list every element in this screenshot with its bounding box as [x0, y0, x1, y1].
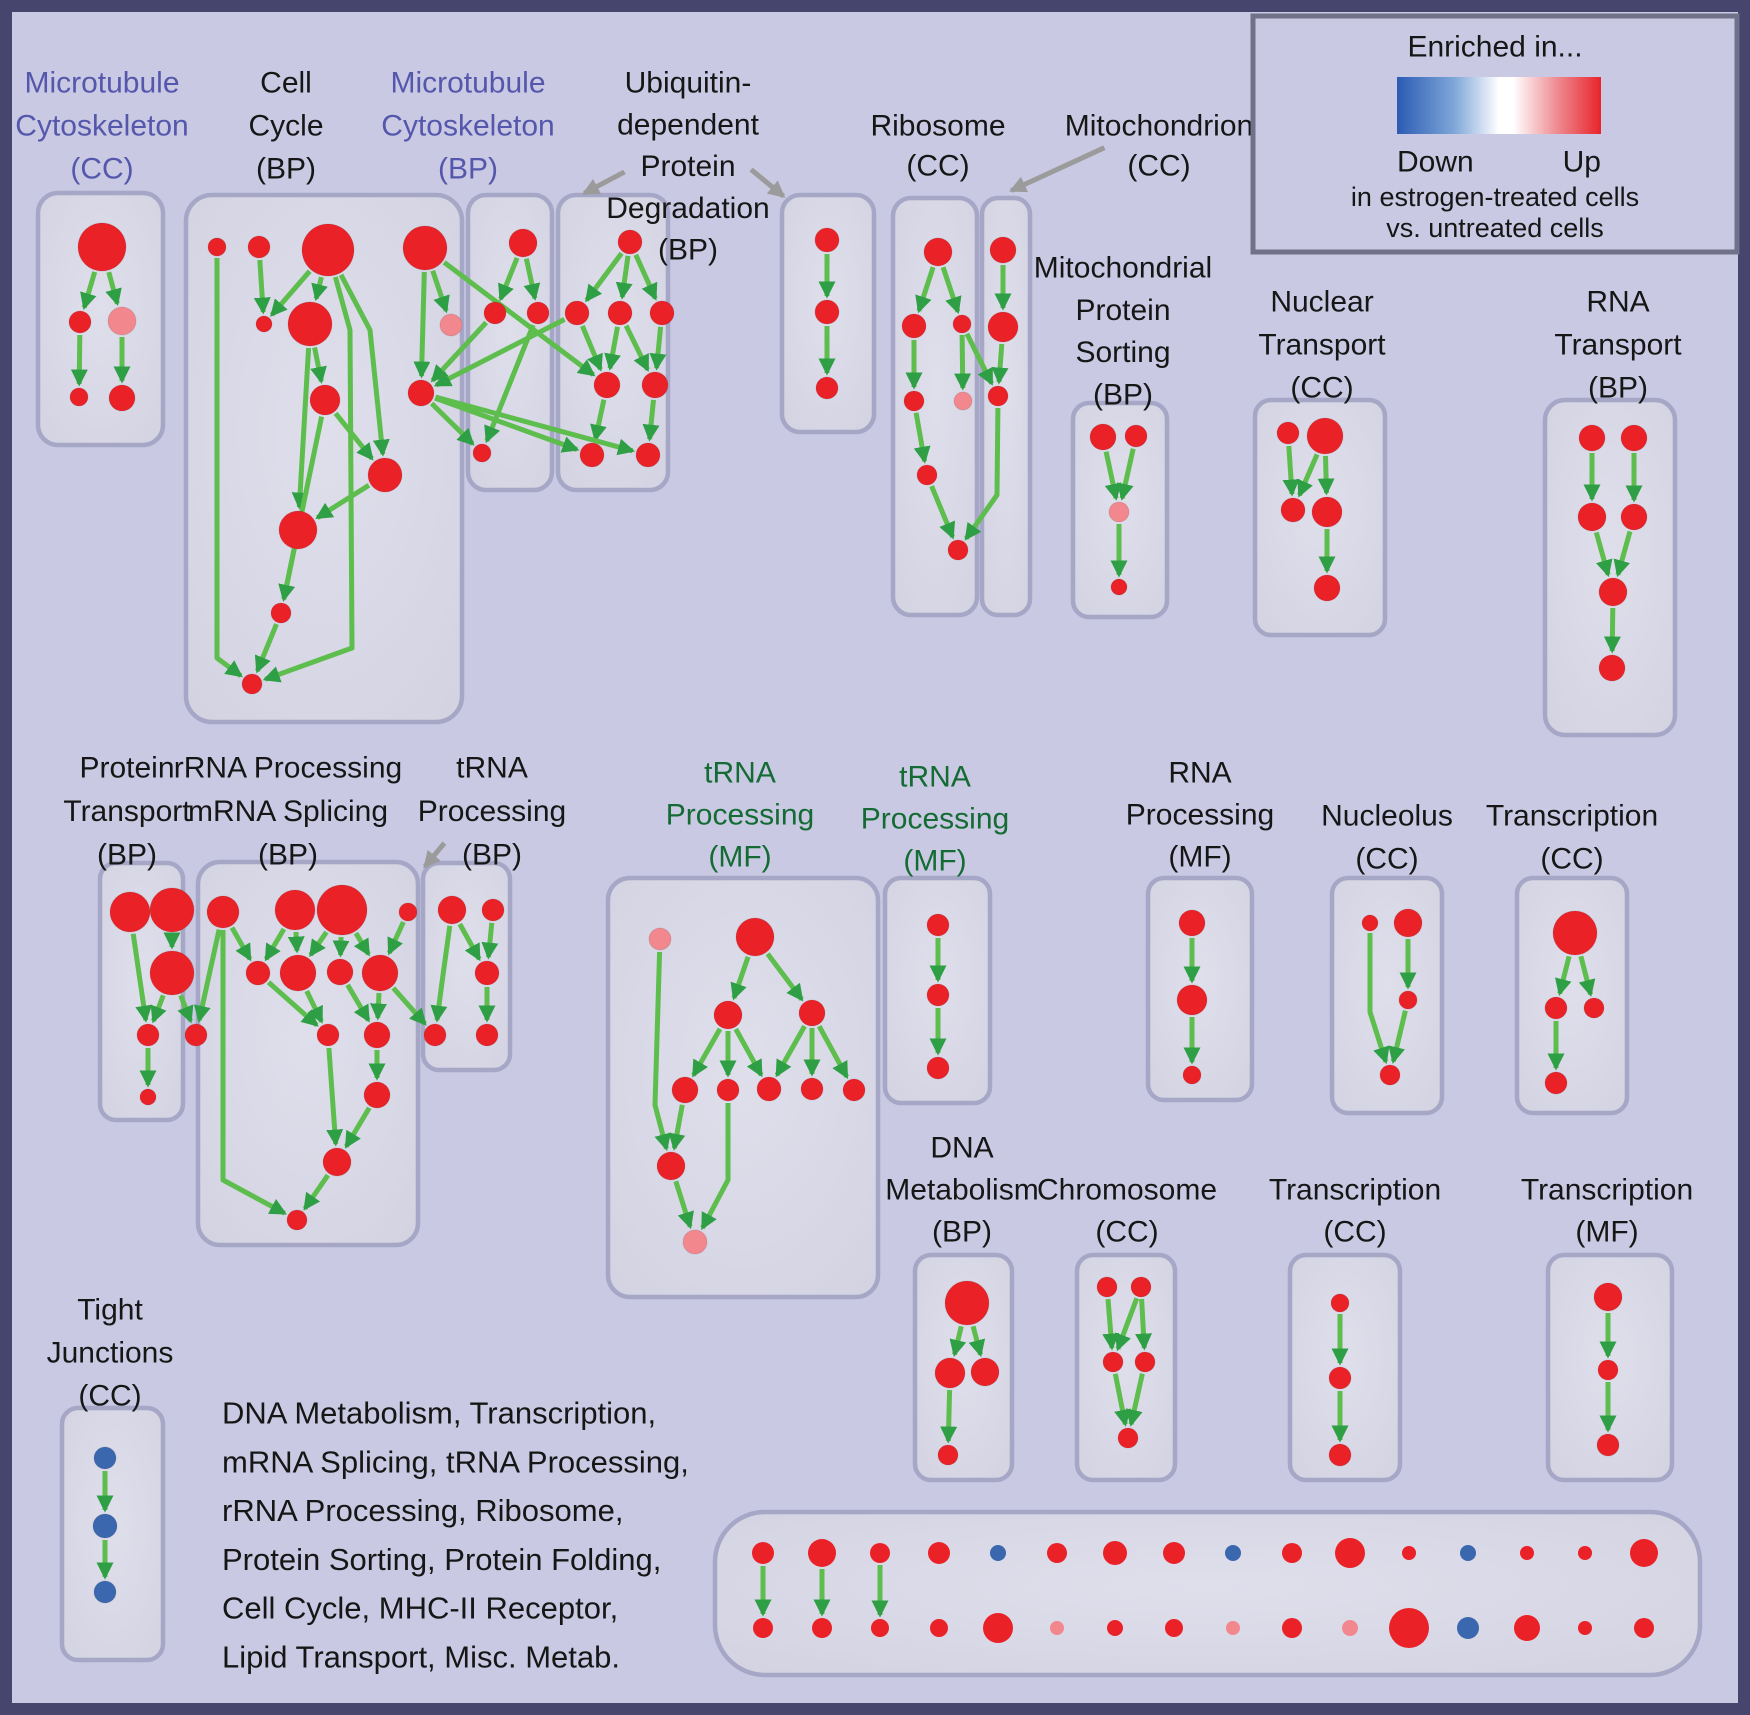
go-term-node — [642, 372, 668, 398]
go-term-node — [1399, 991, 1417, 1009]
go-term-node — [917, 465, 937, 485]
cluster-label: (BP) — [258, 838, 318, 872]
cluster-box-rna-transport-bp — [1545, 400, 1675, 735]
go-term-node — [1598, 1360, 1618, 1380]
go-term-node — [140, 1089, 156, 1105]
go-term-node — [870, 1543, 890, 1563]
go-term-node — [1107, 1620, 1123, 1636]
go-term-node — [1165, 1619, 1183, 1637]
legend-down-label: Down — [1397, 145, 1474, 179]
go-term-node — [440, 314, 462, 336]
go-term-node — [799, 1000, 825, 1026]
cluster-box-misc-strip — [715, 1512, 1700, 1675]
go-term-node — [94, 1447, 116, 1469]
go-term-node — [1342, 1620, 1358, 1636]
go-term-node — [482, 899, 504, 921]
go-term-node — [327, 959, 353, 985]
go-term-node — [69, 311, 91, 333]
cluster-label: Degradation — [606, 191, 770, 225]
cluster-label: Protein — [79, 751, 175, 785]
cluster-label: Protein — [640, 150, 736, 184]
go-term-node — [1282, 1543, 1302, 1563]
go-term-node — [279, 511, 317, 549]
annotation-text-line: Lipid Transport, Misc. Metab. — [222, 1639, 620, 1675]
go-term-node — [757, 1077, 781, 1101]
annotation-text-line: DNA Metabolism, Transcription, — [222, 1395, 657, 1431]
go-term-node — [1097, 1277, 1117, 1297]
go-term-node — [256, 316, 272, 332]
cluster-label: (BP) — [658, 233, 718, 267]
go-term-node — [1457, 1617, 1479, 1639]
go-term-node — [815, 300, 839, 324]
go-term-node — [108, 307, 136, 335]
cluster-label: (BP) — [1588, 371, 1648, 405]
legend-title: Enriched in... — [1407, 30, 1583, 64]
go-term-node — [110, 892, 150, 932]
cluster-label: (CC) — [1127, 149, 1191, 183]
edge-arrow — [999, 344, 1002, 382]
cluster-label: Mitochondrion — [1064, 109, 1254, 143]
cluster-label: (CC) — [70, 152, 134, 186]
cluster-label: Nuclear — [1270, 285, 1374, 319]
go-term-node — [618, 230, 642, 254]
go-term-node — [1118, 1428, 1138, 1448]
go-term-node — [928, 1542, 950, 1564]
go-term-node — [93, 1514, 117, 1538]
cluster-label: Cycle — [248, 109, 324, 143]
go-term-node — [1335, 1538, 1365, 1568]
go-term-node — [248, 236, 270, 258]
go-term-node — [801, 1078, 823, 1100]
cluster-label: Processing — [860, 802, 1010, 836]
go-term-node — [1597, 1434, 1619, 1456]
cluster-label: (CC) — [78, 1379, 142, 1413]
go-term-node — [1520, 1546, 1534, 1560]
cluster-label: Processing — [665, 798, 815, 832]
go-term-node — [208, 238, 226, 256]
cluster-label: Metabolism — [885, 1173, 1039, 1207]
go-term-node — [1277, 422, 1299, 444]
go-term-node — [1314, 575, 1340, 601]
go-term-node — [1103, 1541, 1127, 1565]
go-term-node — [1177, 985, 1207, 1015]
go-term-node — [246, 961, 270, 985]
go-term-node — [927, 984, 949, 1006]
cluster-label: Sorting — [1075, 336, 1171, 370]
cluster-label: Tight — [77, 1293, 143, 1327]
cluster-label: (CC) — [1095, 1215, 1159, 1249]
cluster-label: (MF) — [1168, 840, 1232, 874]
go-term-node — [904, 391, 924, 411]
go-term-node — [580, 443, 604, 467]
go-term-node — [1514, 1615, 1540, 1641]
edge-arrow — [378, 993, 379, 1018]
go-term-node — [815, 228, 839, 252]
go-term-node — [70, 388, 88, 406]
go-term-node — [808, 1539, 836, 1567]
go-term-node — [636, 443, 660, 467]
cluster-label: Transport — [1258, 328, 1386, 362]
go-term-node — [1125, 425, 1147, 447]
edge-arrow — [79, 335, 80, 384]
go-term-node — [207, 896, 239, 928]
go-term-node — [476, 1024, 498, 1046]
go-term-node — [1362, 915, 1378, 931]
edge-arrow — [341, 937, 342, 955]
legend-gradient-bar — [1397, 77, 1601, 134]
cluster-label: rRNA Processing — [173, 751, 403, 785]
go-term-node — [608, 301, 632, 325]
go-term-node — [649, 928, 671, 950]
go-term-node — [714, 1001, 742, 1029]
go-term-node — [484, 302, 506, 324]
go-term-node — [736, 918, 774, 956]
go-term-node — [527, 302, 549, 324]
go-term-node — [364, 1022, 390, 1048]
edge-arrow — [422, 272, 425, 376]
go-term-node — [988, 312, 1018, 342]
go-term-node — [930, 1619, 948, 1637]
cluster-label: Processing — [417, 795, 567, 828]
cluster-label: Transport — [1554, 328, 1682, 362]
cluster-label: Transcription — [1485, 799, 1659, 833]
legend-up-label: Up — [1562, 145, 1601, 179]
cluster-label: Chromosome — [1036, 1173, 1218, 1207]
go-term-node — [271, 603, 291, 623]
edge-arrow — [1326, 456, 1327, 493]
go-term-node — [1621, 425, 1647, 451]
go-term-node — [1307, 418, 1343, 454]
cluster-label: Cell — [260, 66, 312, 100]
go-term-node — [1331, 1294, 1349, 1312]
go-term-node — [475, 961, 499, 985]
go-term-node — [672, 1077, 698, 1103]
annotation-text-line: rRNA Processing, Ribosome, — [222, 1493, 624, 1529]
annotation-text-line: Cell Cycle, MHC-II Receptor, — [222, 1590, 619, 1626]
go-term-node — [990, 237, 1016, 263]
legend-subtitle-line1: in estrogen-treated cells — [1350, 182, 1640, 212]
cluster-label: Transport — [63, 795, 191, 828]
go-term-node — [408, 380, 434, 406]
go-term-node — [242, 674, 262, 694]
go-term-node — [1226, 1621, 1240, 1635]
go-term-node — [1545, 997, 1567, 1019]
go-term-node — [988, 386, 1008, 406]
legend — [1253, 16, 1737, 252]
cluster-label: (CC) — [906, 149, 970, 183]
edge-arrow — [1612, 608, 1613, 651]
go-term-node — [683, 1230, 707, 1254]
go-term-node — [983, 1613, 1013, 1643]
go-term-node — [927, 1057, 949, 1079]
go-term-node — [1599, 578, 1627, 606]
go-term-node — [843, 1079, 865, 1101]
edge-arrow — [1142, 1299, 1145, 1348]
cluster-label: (BP) — [438, 152, 498, 186]
go-term-node — [935, 1358, 965, 1388]
cluster-label: tRNA — [456, 751, 528, 785]
go-term-node — [1599, 655, 1625, 681]
go-term-node — [650, 301, 674, 325]
go-term-node — [288, 302, 332, 346]
cluster-label: Transcription — [1520, 1173, 1694, 1207]
go-term-node — [1179, 910, 1205, 936]
cluster-label: (BP) — [256, 152, 316, 186]
cluster-label: Cytoskeleton — [381, 109, 555, 143]
go-term-node — [1050, 1621, 1064, 1635]
cluster-label: dependent — [617, 108, 759, 142]
go-term-node — [938, 1445, 958, 1465]
go-term-node — [1225, 1545, 1241, 1561]
cluster-label: (CC) — [1540, 842, 1604, 876]
edge-arrow — [296, 932, 297, 951]
go-term-node — [1460, 1545, 1476, 1561]
go-term-node — [1111, 579, 1127, 595]
go-term-node — [1621, 504, 1647, 530]
go-term-node — [403, 226, 447, 270]
cluster-label: Junctions — [46, 1336, 174, 1370]
go-term-node — [816, 377, 838, 399]
go-term-node — [1047, 1543, 1067, 1563]
go-term-node — [1329, 1444, 1351, 1466]
go-term-node — [275, 890, 315, 930]
edge-arrow — [260, 260, 263, 312]
go-term-node — [1312, 497, 1342, 527]
go-term-node — [150, 888, 194, 932]
go-term-node — [902, 314, 926, 338]
go-term-node — [752, 1542, 774, 1564]
edge-arrow — [1289, 446, 1292, 494]
go-term-node — [1594, 1283, 1622, 1311]
go-term-node — [1380, 1065, 1400, 1085]
go-term-node — [565, 301, 589, 325]
go-term-node — [78, 223, 126, 271]
go-term-node — [317, 1024, 339, 1046]
cluster-label: tRNA — [899, 760, 971, 794]
go-term-node — [399, 903, 417, 921]
cluster-label: (BP) — [1093, 378, 1153, 412]
go-term-node — [287, 1210, 307, 1230]
go-term-node — [280, 955, 316, 991]
annotation-text-line: Protein Sorting, Protein Folding, — [222, 1541, 662, 1577]
go-term-node — [94, 1581, 116, 1603]
go-term-node — [509, 229, 537, 257]
go-term-node — [310, 385, 340, 415]
cluster-label: (MF) — [903, 844, 967, 878]
edge-arrow — [962, 335, 963, 388]
go-term-node — [1578, 1546, 1592, 1560]
cluster-label: tRNA — [704, 756, 776, 790]
cluster-label: Mitochondrial — [1033, 251, 1213, 285]
go-term-node — [812, 1618, 832, 1638]
cluster-label: Nucleolus — [1321, 799, 1453, 833]
go-term-node — [364, 1082, 390, 1108]
go-term-node — [473, 444, 491, 462]
go-term-node — [1579, 425, 1605, 451]
go-term-node — [368, 458, 402, 492]
go-term-node — [1584, 998, 1604, 1018]
cluster-label: (CC) — [1323, 1215, 1387, 1249]
go-term-node — [1402, 1546, 1416, 1560]
go-term-node — [1578, 503, 1606, 531]
cluster-label: (CC) — [1355, 842, 1419, 876]
go-term-node — [1103, 1352, 1123, 1372]
go-term-node — [594, 372, 620, 398]
go-term-node — [302, 224, 354, 276]
cluster-label: DNA — [930, 1131, 994, 1165]
go-term-node — [317, 885, 367, 935]
go-term-node — [109, 385, 135, 411]
go-term-node — [1329, 1367, 1351, 1389]
cluster-label: (MF) — [1575, 1215, 1639, 1249]
go-term-node — [871, 1619, 889, 1637]
go-term-node — [948, 540, 968, 560]
cluster-label: RNA — [1586, 285, 1650, 319]
edge-arrow — [948, 1390, 949, 1441]
go-term-node — [1630, 1539, 1658, 1567]
cluster-label: Microtubule — [24, 66, 180, 100]
go-term-node — [953, 315, 971, 333]
go-term-node — [1281, 498, 1305, 522]
go-term-node — [945, 1281, 989, 1325]
cluster-label: Transcription — [1268, 1173, 1442, 1207]
cluster-label: Cytoskeleton — [15, 109, 189, 143]
go-term-node — [1389, 1608, 1429, 1648]
go-term-node — [1545, 1072, 1567, 1094]
go-term-node — [753, 1618, 773, 1638]
go-term-node — [1394, 909, 1422, 937]
cluster-label: RNA — [1168, 756, 1232, 790]
go-term-node — [150, 951, 194, 995]
cluster-label: Ubiquitin- — [624, 66, 752, 100]
go-term-node — [971, 1358, 999, 1386]
go-term-node — [424, 1024, 446, 1046]
go-term-node — [1090, 424, 1116, 450]
annotation-text-line: mRNA Splicing, tRNA Processing, — [222, 1444, 689, 1480]
go-term-node — [185, 1024, 207, 1046]
legend-subtitle-line2: vs. untreated cells — [1386, 213, 1604, 243]
go-term-node — [1183, 1066, 1201, 1084]
cluster-label: Protein — [1075, 293, 1171, 327]
go-term-node — [1163, 1542, 1185, 1564]
cluster-label: mRNA Splicing — [187, 795, 389, 828]
cluster-label: Ribosome — [870, 109, 1006, 143]
edge-arrow — [489, 923, 492, 957]
cluster-label: Processing — [1125, 798, 1275, 832]
go-term-node — [362, 955, 398, 991]
go-term-node — [1553, 911, 1597, 955]
go-term-node — [323, 1148, 351, 1176]
go-term-node — [1578, 1621, 1592, 1635]
go-term-node — [1135, 1352, 1155, 1372]
cluster-label: (BP) — [97, 838, 157, 872]
cluster-label: (CC) — [1290, 371, 1354, 405]
cluster-label: (BP) — [462, 838, 522, 872]
go-term-node — [717, 1079, 739, 1101]
go-term-node — [990, 1545, 1006, 1561]
go-term-node — [1109, 502, 1129, 522]
go-term-node — [1634, 1618, 1654, 1638]
cluster-label: (BP) — [932, 1215, 992, 1249]
go-term-node — [954, 392, 972, 410]
go-term-node — [927, 914, 949, 936]
cluster-label: Microtubule — [390, 66, 546, 100]
go-term-node — [657, 1152, 685, 1180]
go-term-node — [137, 1024, 159, 1046]
go-term-node — [438, 896, 466, 924]
go-term-node — [1131, 1277, 1151, 1297]
go-term-node — [924, 238, 952, 266]
cluster-label: (MF) — [708, 840, 772, 874]
go-term-node — [1282, 1618, 1302, 1638]
